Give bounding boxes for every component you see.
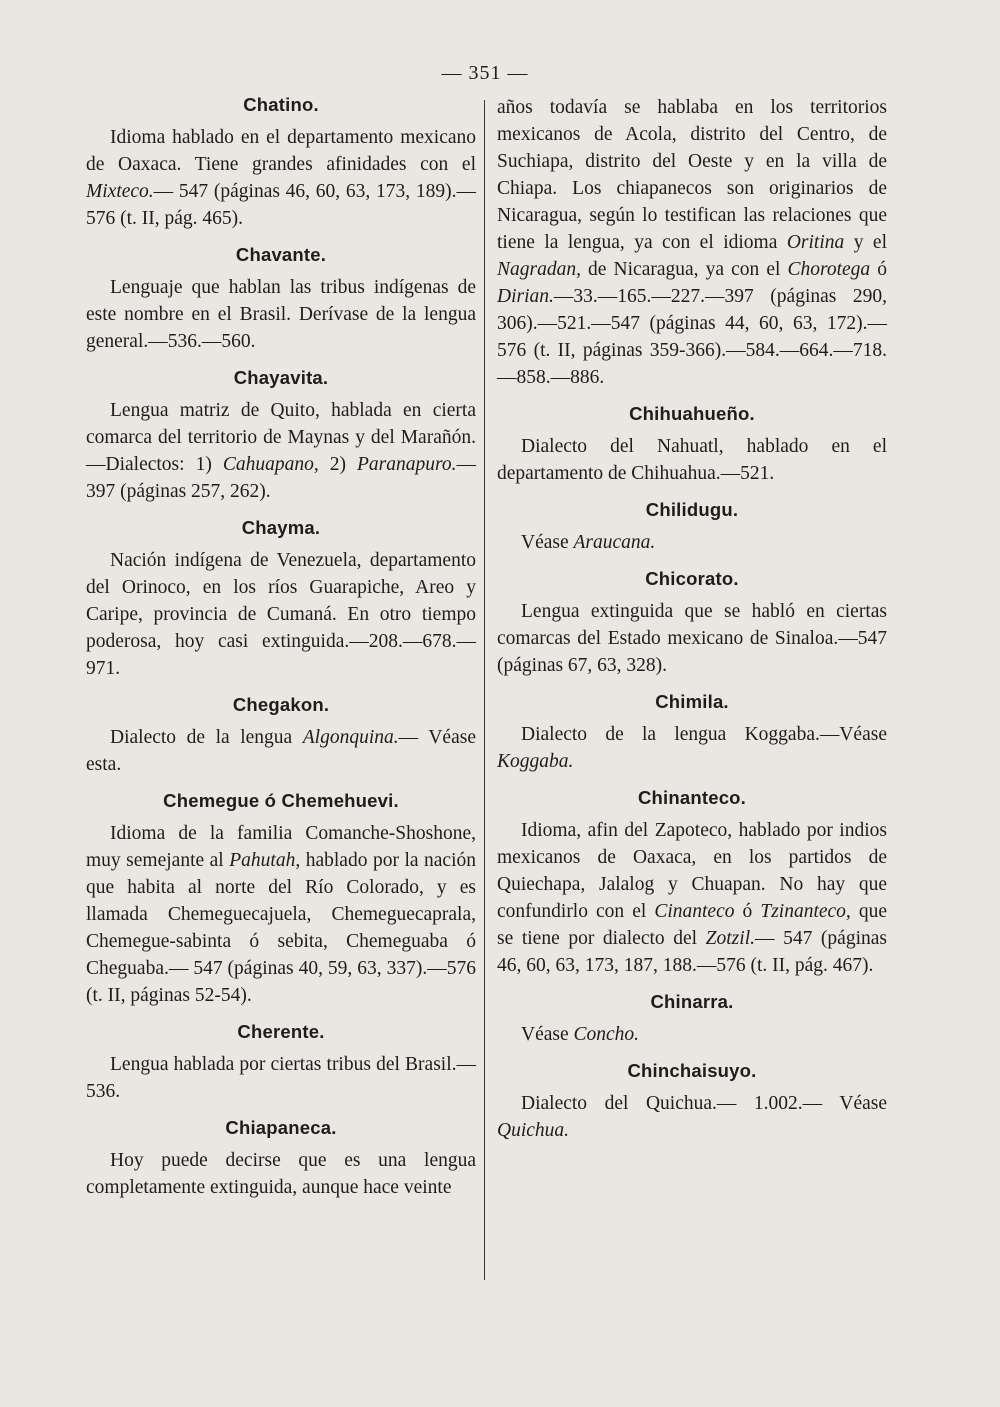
entry-definition [86,820,476,1009]
italic-term: Algonquina. [302,727,399,748]
entry-definition [86,397,476,505]
italic-term: Concho. [573,1024,640,1045]
definition-text: Dialecto de la lengua [110,727,303,748]
entry-definition [497,433,887,487]
definition-text: Lengua extinguida que se habló en ciertas comarcas del Estado mexicano de Sinaloa.—547 (páginas 67, 63, 328). [497,601,887,676]
italic-term: Cahuapano, [222,454,319,475]
entry-definition [497,817,887,979]
entry-headword: Cherente. [237,1021,325,1042]
dictionary-entry [497,1060,887,1144]
left-column [86,94,476,1213]
italic-term: Nagradan, [497,259,581,280]
definition-text: — 547 (páginas 46, 60, 63, 173, 189).—576 (t. II, pág. 465). [86,181,476,229]
definition-text: — Véase esta. [86,727,476,775]
italic-term: Tzinanteco, [760,901,851,922]
italic-term: Oritina [786,232,845,253]
definition-text: hablado por la nación que habita al norte del Río Colorado, y es llamada Chemeguecajuela, Chemeguecaprala, Chemegue-sabinta ó sebita, Chemeguaba ó Cheguaba.— 547 (páginas 40, 59, 63, 337).—576 (t. II, páginas 52-54). [86,850,477,1006]
italic-term: Koggaba. [497,751,574,772]
entry-definition [86,124,476,232]
entry-definition [497,598,887,679]
italic-term: Dirian. [497,286,554,307]
entry-headword: Chimila. [655,691,729,712]
definition-text: y el [844,232,887,253]
definition-text: —397 (páginas 257, 262). [86,454,476,502]
entry-definition [497,721,887,775]
definition-text: — 547 (páginas 46, 60, 63, 173, 187, 188.—576 (t. II, pág. 467). [497,928,887,976]
entry-headword: Chavante. [235,244,327,265]
dictionary-entry [86,517,476,682]
definition-text: Lengua matriz de Quito, hablada en cierta comarca del territorio de Maynas y del Marañón.—Dialectos: 1) [86,400,476,475]
definition-text: Dialecto de la lengua Koggaba.—Véase [521,724,887,745]
entry-definition [86,724,476,778]
entry-definition [86,547,476,682]
column-divider [484,100,485,1280]
italic-term: Quichua. [497,1120,570,1141]
dictionary-entry [86,244,476,355]
definition-text: Dialecto del Quichua.— 1.002.— Véase [521,1093,887,1114]
dictionary-entry [86,1021,476,1105]
entry-headword: Chinanteco. [637,787,747,808]
definition-text: Véase [521,532,574,553]
definition-text: Lenguaje que hablan las tribus indígenas de este nombre en el Brasil. Derívase de la lengua general.—536.—560. [86,277,476,352]
italic-term: Zotzil. [705,928,755,949]
entry-headword: Chatino. [243,94,319,115]
definition-text: Idioma hablado en el departamento mexicano de Oaxaca. Tiene grandes afinidades con el [86,127,476,175]
definition-text: ó [734,901,761,922]
definition-text: —33.—165.—227.—397 (páginas 290, 306).—521.—547 (páginas 44, 60, 63, 172).—576 (t. II, páginas 359-366).—584.—664.—718.—858.—886. [497,286,887,388]
entry-headword: Chilidugu. [645,499,739,520]
entry-definition [497,1090,887,1144]
entry-headword: Chayma. [241,517,321,538]
dictionary-entry [86,367,476,505]
dictionary-entry [497,691,887,775]
dictionary-entry [86,790,476,1009]
italic-term: Cinanteco [654,901,735,922]
entry-definition [497,94,887,391]
page-number: — 351 — [441,62,529,84]
dictionary-entry [86,94,476,232]
entry-headword: Chemegue ó Chemehuevi. [163,790,399,811]
entry-headword: Chihuahueño. [629,403,755,424]
entry-headword: Chayavita. [233,367,329,388]
definition-text: Idioma de la familia Comanche-Shoshone, muy semejante al [86,823,476,871]
entry-headword: Chinarra. [650,991,734,1012]
definition-text: Nación indígena de Venezuela, departamento del Orinoco, en los ríos Guarapiche, Areo y Caripe, provincia de Cumaná. En otro tiempo poderosa, hoy casi extinguida.—208.—678.—971. [86,550,476,679]
definition-text: Hoy puede decirse que es una lengua completamente extinguida, aunque hace veinte [86,1150,476,1198]
definition-text: que se tiene por dialecto del [497,901,888,949]
definition-text: Idioma, afin del Zapoteco, hablado por indios mexicanos de Oaxaca, en los partidos de Quiechapa, Jalalog y Chuapan. No hay que confundirlo con el [497,820,887,922]
definition-text: Dialecto del Nahuatl, hablado en el departamento de Chihuahua.—521. [497,436,887,484]
italic-term: Mixteco. [86,181,154,202]
entry-definition [497,1021,887,1048]
dictionary-entry [497,991,887,1048]
dictionary-entry [497,499,887,556]
entry-definition [497,529,887,556]
dictionary-entry [497,403,887,487]
definition-text: Véase [521,1024,574,1045]
right-column [497,94,887,1156]
definition-text: años todavía se hablaba en los territorios mexicanos de Acola, distrito del Centro, de Suchiapa, distrito del Oeste y en la villa de Chiapa. Los chiapanecos son originarios de Nicaragua, según lo testifican las relaciones que tiene la lengua, ya con el idioma [497,97,887,253]
entry-headword: Chegakon. [232,694,330,715]
dictionary-entry [497,787,887,979]
entry-headword: Chiapaneca. [225,1117,337,1138]
entry-headword: Chinchaisuyo. [627,1060,757,1081]
entry-definition [86,274,476,355]
definition-text: Lengua hablada por ciertas tribus del Brasil.—536. [86,1054,476,1102]
dictionary-entry [497,94,887,391]
definition-text: 2) [318,454,357,475]
entry-definition [86,1051,476,1105]
italic-term: Araucana. [573,532,656,553]
italic-term: Chorotega [787,259,871,280]
dictionary-entry [86,1117,476,1201]
italic-term: Paranapuro. [357,454,457,475]
definition-text: ó [870,259,887,280]
definition-text: de Nicaragua, ya con el [580,259,788,280]
dictionary-entry [497,568,887,679]
italic-term: Pahutah, [229,850,301,871]
entry-definition [86,1147,476,1201]
entry-headword: Chicorato. [645,568,739,589]
dictionary-entry [86,694,476,778]
